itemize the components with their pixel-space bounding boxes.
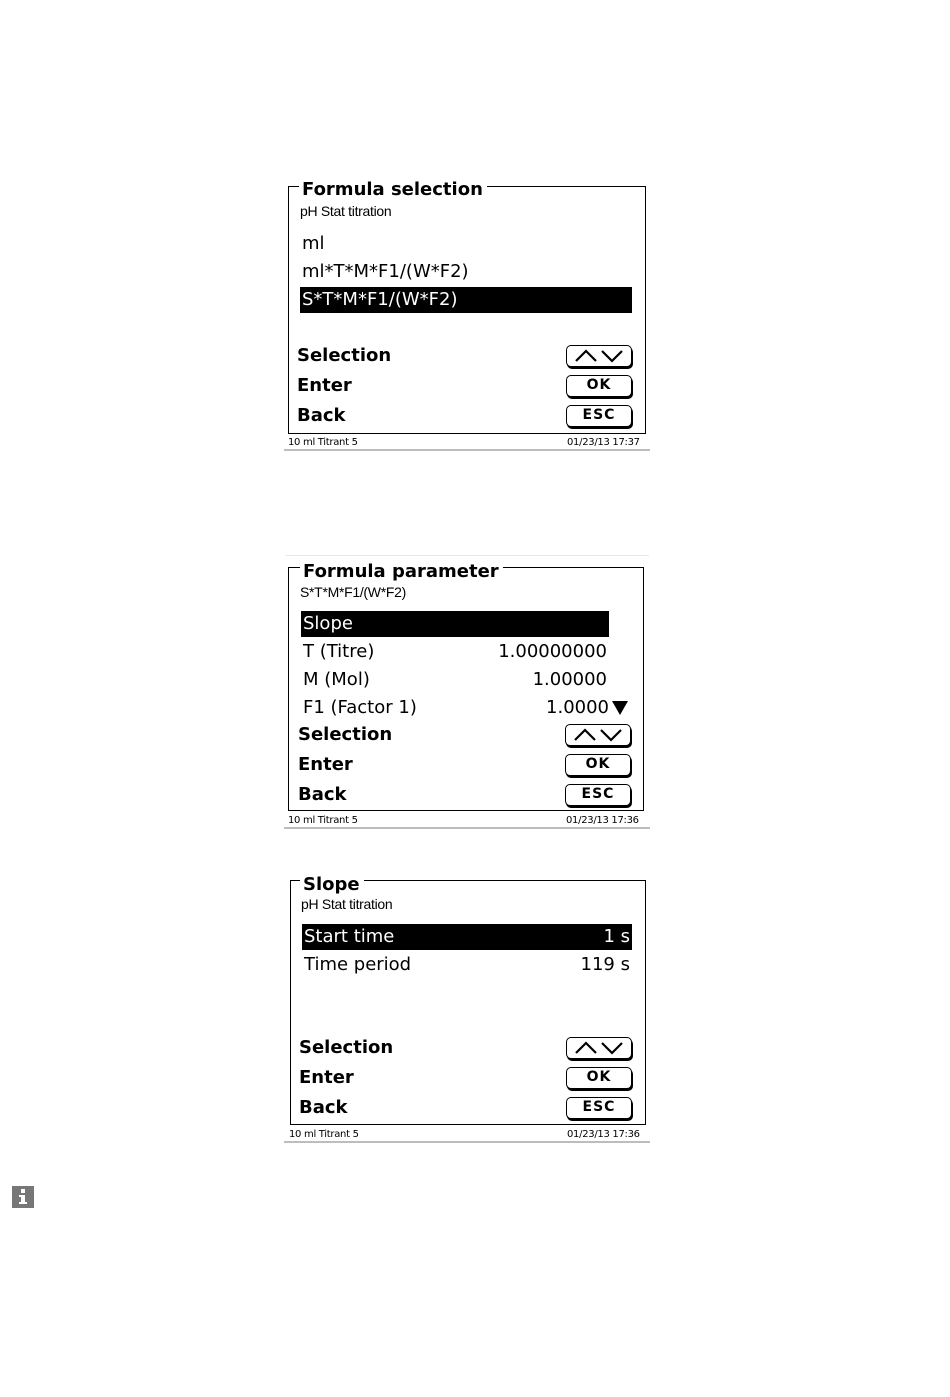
- esc-button[interactable]: ESC: [565, 784, 631, 806]
- formula-option-label: ml*T*M*F1/(W*F2): [302, 261, 469, 282]
- formula-selection-title: Formula selection: [299, 180, 487, 200]
- param-value: 119 s: [580, 954, 630, 975]
- up-down-arrows-icon: [572, 727, 624, 742]
- back-label: Back: [299, 1097, 348, 1118]
- param-label: Start time: [304, 926, 395, 947]
- up-down-button[interactable]: [565, 724, 631, 746]
- formula-parameter-title: Formula parameter: [300, 562, 503, 582]
- enter-label: Enter: [297, 375, 352, 396]
- param-row[interactable]: [301, 639, 609, 665]
- param-row[interactable]: [302, 952, 632, 978]
- param-label: T (Titre): [303, 641, 375, 662]
- param-label: F1 (Factor 1): [303, 697, 417, 718]
- esc-button[interactable]: ESC: [566, 405, 632, 427]
- status-left: 10 ml Titrant 5: [288, 437, 358, 448]
- param-row[interactable]: [301, 667, 609, 693]
- param-label: M (Mol): [303, 669, 370, 690]
- status-underline: [284, 449, 650, 451]
- param-value: 1 s: [603, 926, 630, 947]
- up-down-button[interactable]: [566, 345, 632, 367]
- status-left: 10 ml Titrant 5: [288, 815, 358, 826]
- param-row-selected[interactable]: [302, 924, 632, 950]
- status-datetime: 01/23/13 17:37: [567, 437, 640, 448]
- status-left: 10 ml Titrant 5: [289, 1129, 359, 1140]
- status-underline: [284, 1141, 650, 1143]
- formula-option-selected[interactable]: [300, 287, 632, 313]
- selection-label: Selection: [298, 724, 393, 745]
- back-label: Back: [297, 405, 346, 426]
- back-label: Back: [298, 784, 347, 805]
- formula-selection-subtitle: pH Stat titration: [300, 203, 392, 219]
- ok-button[interactable]: OK: [565, 754, 631, 776]
- status-datetime: 01/23/13 17:36: [566, 815, 639, 826]
- ok-button[interactable]: OK: [566, 375, 632, 397]
- enter-label: Enter: [298, 754, 353, 775]
- param-row-selected[interactable]: [301, 611, 609, 637]
- top-border-line: [286, 555, 649, 556]
- ok-button[interactable]: OK: [566, 1067, 632, 1089]
- param-value: 1.00000: [532, 669, 607, 690]
- up-down-arrows-icon: [573, 348, 625, 363]
- slope-title: Slope: [300, 875, 364, 895]
- formula-option[interactable]: [300, 231, 632, 257]
- enter-label: Enter: [299, 1067, 354, 1088]
- info-icon: [12, 1186, 34, 1208]
- selection-label: Selection: [299, 1037, 394, 1058]
- formula-option-label: S*T*M*F1/(W*F2): [302, 289, 458, 310]
- esc-button[interactable]: ESC: [566, 1097, 632, 1119]
- scroll-down-triangle-icon: [612, 701, 628, 715]
- selection-label: Selection: [297, 345, 392, 366]
- param-row[interactable]: [301, 695, 611, 721]
- formula-option[interactable]: [300, 259, 632, 285]
- slope-subtitle: pH Stat titration: [301, 896, 393, 912]
- param-label: Time period: [304, 954, 412, 975]
- up-down-arrows-icon: [573, 1040, 625, 1055]
- formula-option-label: ml: [302, 233, 325, 254]
- formula-parameter-subtitle: S*T*M*F1/(W*F2): [300, 584, 406, 600]
- status-underline: [284, 827, 650, 829]
- param-value: 1.00000000: [498, 641, 607, 662]
- status-datetime: 01/23/13 17:36: [567, 1129, 640, 1140]
- param-label: Slope: [303, 613, 353, 634]
- up-down-button[interactable]: [566, 1037, 632, 1059]
- param-value: 1.0000: [546, 697, 609, 718]
